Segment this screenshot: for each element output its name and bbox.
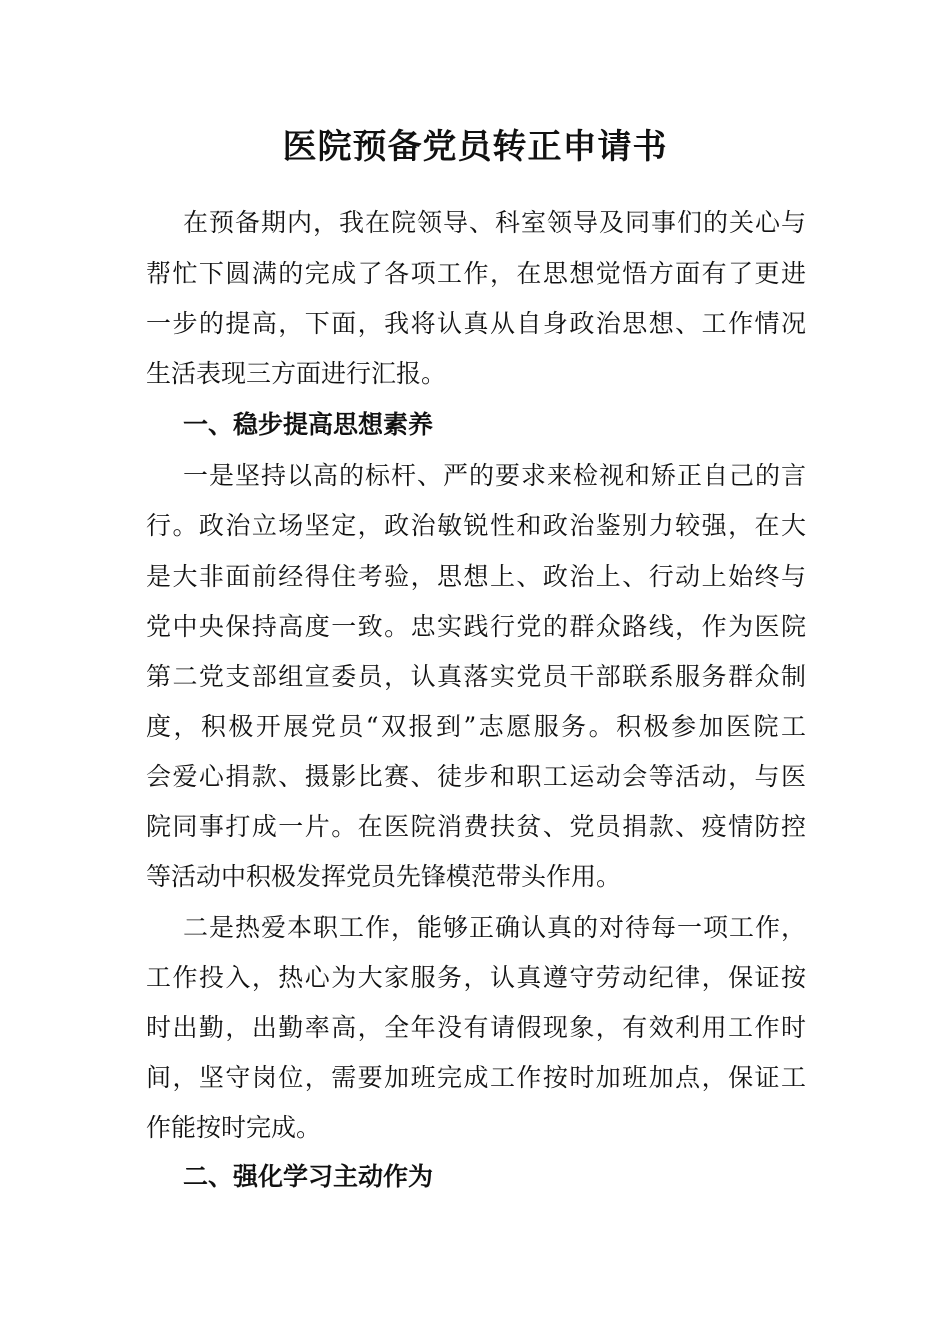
intro-line-2: 帮忙下圆满的完成了各项工作，在思想觉悟方面有了更进 — [146, 259, 806, 288]
document-title: 医院预备党员转正申请书 — [282, 127, 668, 167]
section-1-para-1-line-3: 是大非面前经得住考验，思想上、政治上、行动上始终与 — [146, 562, 806, 591]
section-1-para-1-line-1: 一是坚持以高的标杆、严的要求来检视和矫正自己的言 — [183, 461, 806, 490]
section-1-para-1-line-2: 行。政治立场坚定，政治敏锐性和政治鉴别力较强，在大 — [146, 511, 806, 540]
section-1-para-2-line-4: 间，坚守岗位，需要加班完成工作按时加班加点，保证工 — [146, 1063, 806, 1092]
intro-line-4: 生活表现三方面进行汇报。 — [146, 359, 447, 388]
intro-line-3: 一步的提高，下面，我将认真从自身政治思想、工作情况 — [146, 309, 806, 338]
section-1-para-2-line-3: 时出勤，出勤率高，全年没有请假现象，有效利用工作时 — [146, 1013, 806, 1042]
section-1-para-2-line-5: 作能按时完成。 — [146, 1113, 322, 1142]
section-1-para-2-line-2: 工作投入，热心为大家服务，认真遵守劳动纪律，保证按 — [146, 963, 806, 992]
section-1-para-1-line-5: 第二党支部组宣委员，认真落实党员干部联系服务群众制 — [146, 662, 806, 691]
section-1-para-1-line-4: 党中央保持高度一致。忠实践行党的群众路线，作为医院 — [146, 612, 806, 641]
intro-line-1: 在预备期内，我在院领导、科室领导及同事们的关心与 — [183, 208, 806, 237]
section-1-para-1-line-7: 会爱心捐款、摄影比赛、徒步和职工运动会等活动，与医 — [146, 762, 806, 791]
section-1-para-1-line-8: 院同事打成一片。在医院消费扶贫、党员捐款、疫情防控 — [146, 812, 806, 841]
section-1-para-1-line-6: 度，积极开展党员“双报到”志愿服务。积极参加医院工 — [146, 712, 806, 741]
section-1-para-2-line-1: 二是热爱本职工作，能够正确认真的对待每一项工作， — [183, 913, 806, 942]
section-1-para-1-line-9: 等活动中积极发挥党员先锋模范带头作用。 — [146, 862, 622, 891]
section-1-heading: 一、稳步提高思想素养 — [183, 410, 434, 439]
section-2-heading: 二、强化学习主动作为 — [183, 1162, 434, 1191]
